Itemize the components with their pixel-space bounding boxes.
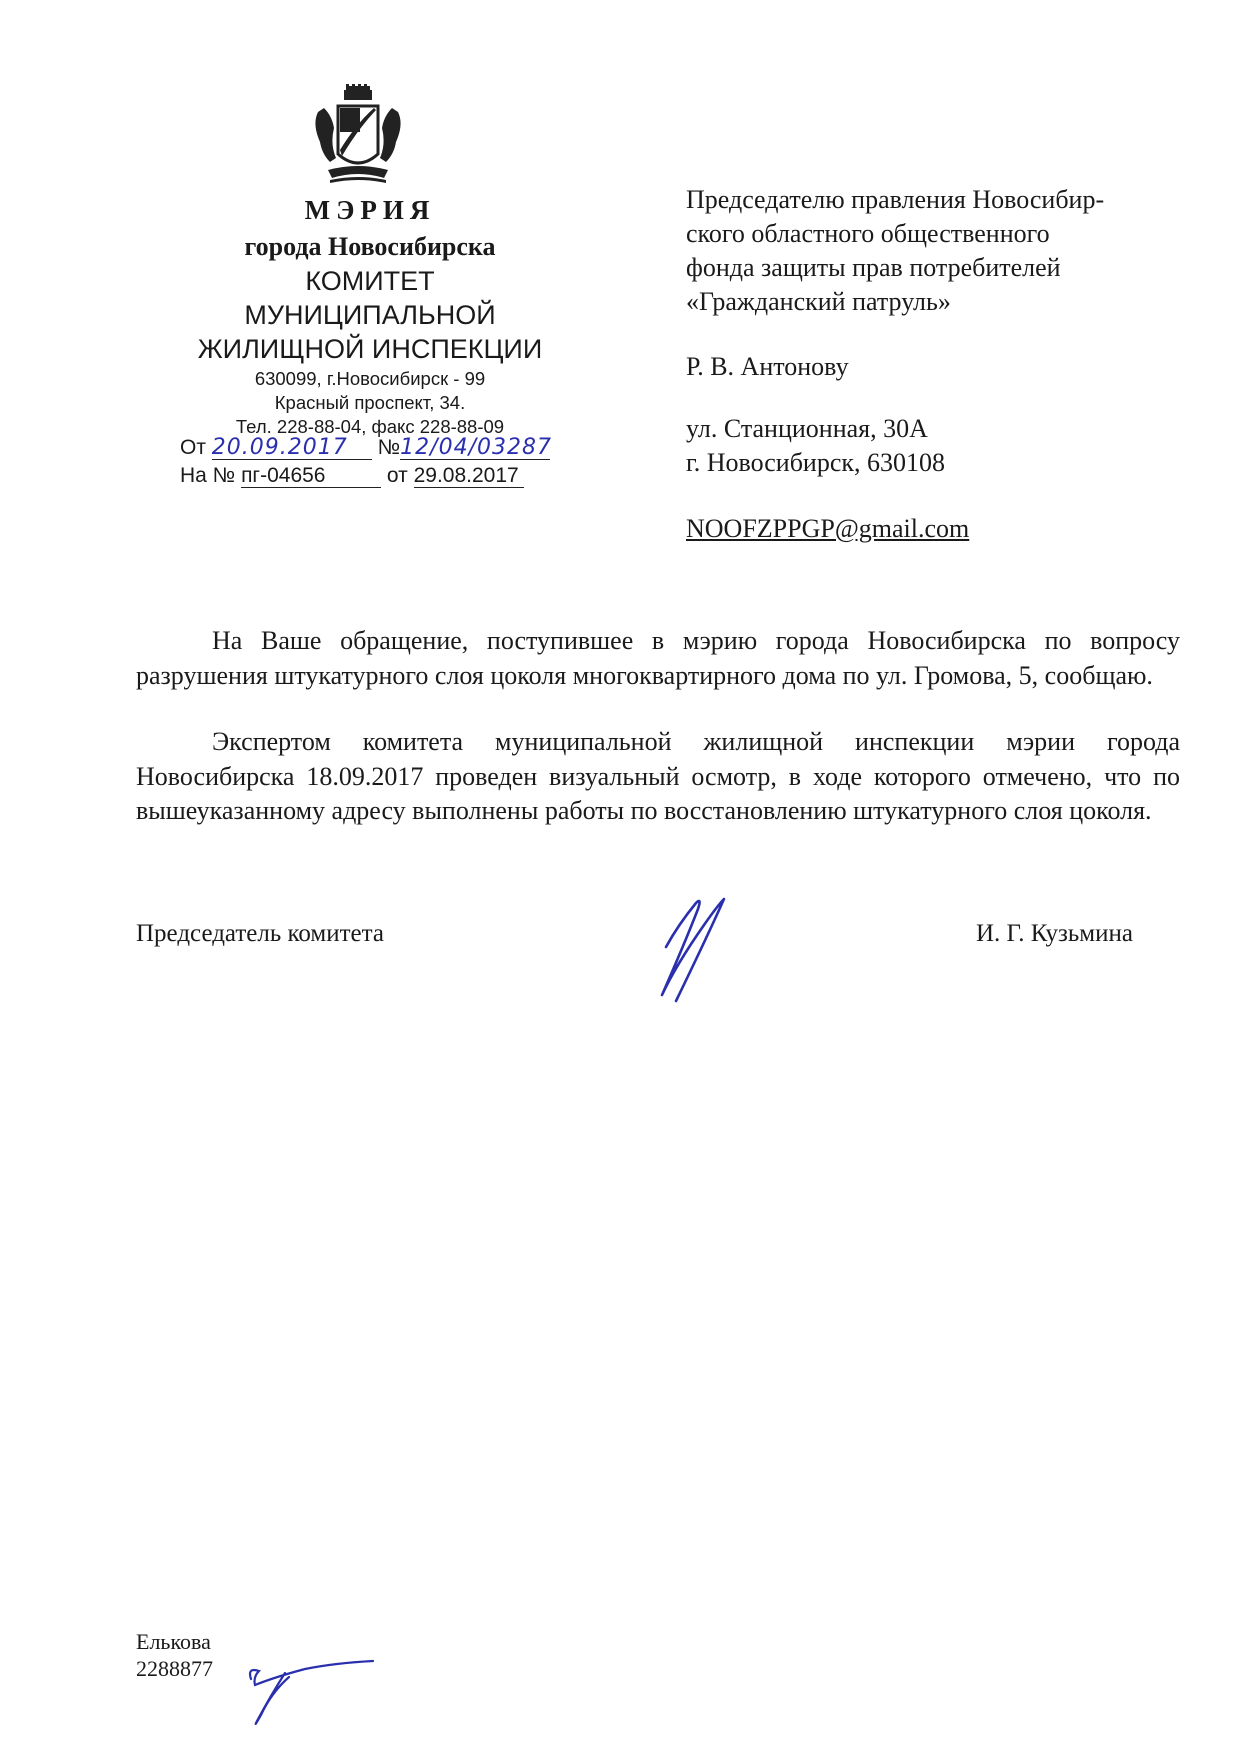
- committee-title-line1: КОМИТЕТ: [305, 266, 435, 296]
- coat-of-arms-icon: [308, 84, 408, 192]
- sender-address-line1: 630099, г.Новосибирск - 99: [254, 368, 486, 389]
- signer-position: Председатель комитета: [136, 920, 384, 947]
- recipient-org-line: «Гражданский патруль»: [686, 287, 951, 316]
- city-title: города Новосибирска: [244, 232, 496, 261]
- outgoing-number: 12/04/03287: [400, 435, 552, 460]
- outgoing-date: 20.09.2017: [212, 437, 372, 460]
- recipient-org-line: Председателю правления Новосибир-: [686, 185, 1105, 214]
- executor-block: [136, 1628, 213, 1682]
- signature-icon: [648, 895, 768, 1005]
- executor-phone: 2288877: [136, 1656, 213, 1681]
- sender-phone-line: Тел. 228-88-04, факс 228-88-09: [235, 416, 505, 437]
- initials-signature-icon: [245, 1655, 375, 1730]
- signer-name: И. Г. Кузьмина: [976, 920, 1133, 947]
- executor-name: Елькова: [136, 1629, 211, 1654]
- from-label: От: [180, 436, 206, 459]
- recipient-org-line: фонда защиты прав потребителей: [686, 253, 1061, 282]
- reply-to-number: пг-04656: [241, 465, 381, 488]
- reply-date: 29.08.2017: [414, 465, 524, 488]
- body-paragraph-1: На Ваше обращение, поступившее в мэрию города Новосибирска по вопросу разрушения штукатурного слоя цоколя многоквартирного дома по ул. Громова, 5, сообщаю.: [136, 626, 1180, 690]
- recipient-address: [686, 412, 945, 480]
- body-paragraph-2: Экспертом комитета муниципальной жилищной инспекции мэрии города Новосибирска 18.09.2017 проведен визуальный осмотр, в ходе которого отмечено, что по вышеуказанному адресу выполнены работы по восстановлению штукатурного слоя цоколя.: [136, 727, 1180, 825]
- incoming-reference: [180, 464, 524, 488]
- committee-title-line2: МУНИЦИПАЛЬНОЙ: [244, 300, 496, 330]
- recipient-street: ул. Станционная, 30А: [686, 414, 928, 443]
- number-label: №: [377, 436, 401, 459]
- recipient-city: г. Новосибирск, 630108: [686, 448, 946, 477]
- sender-address-line2: Красный проспект, 34.: [274, 392, 466, 413]
- committee-title-line3: ЖИЛИЩНОЙ ИНСПЕКЦИИ: [197, 334, 543, 364]
- mayoralty-title: МЭРИЯ: [304, 195, 436, 225]
- recipient-name: Р. В. Антонову: [686, 352, 849, 381]
- recipient-organization: [686, 183, 1206, 319]
- recipient-email-link[interactable]: NOOFZPPGP@gmail.com: [686, 514, 970, 543]
- outgoing-reference: [180, 436, 550, 460]
- recipient-org-line: ского областного общественного: [686, 219, 1050, 248]
- reply-to-label: На №: [180, 464, 236, 487]
- reply-date-label: от: [386, 464, 408, 487]
